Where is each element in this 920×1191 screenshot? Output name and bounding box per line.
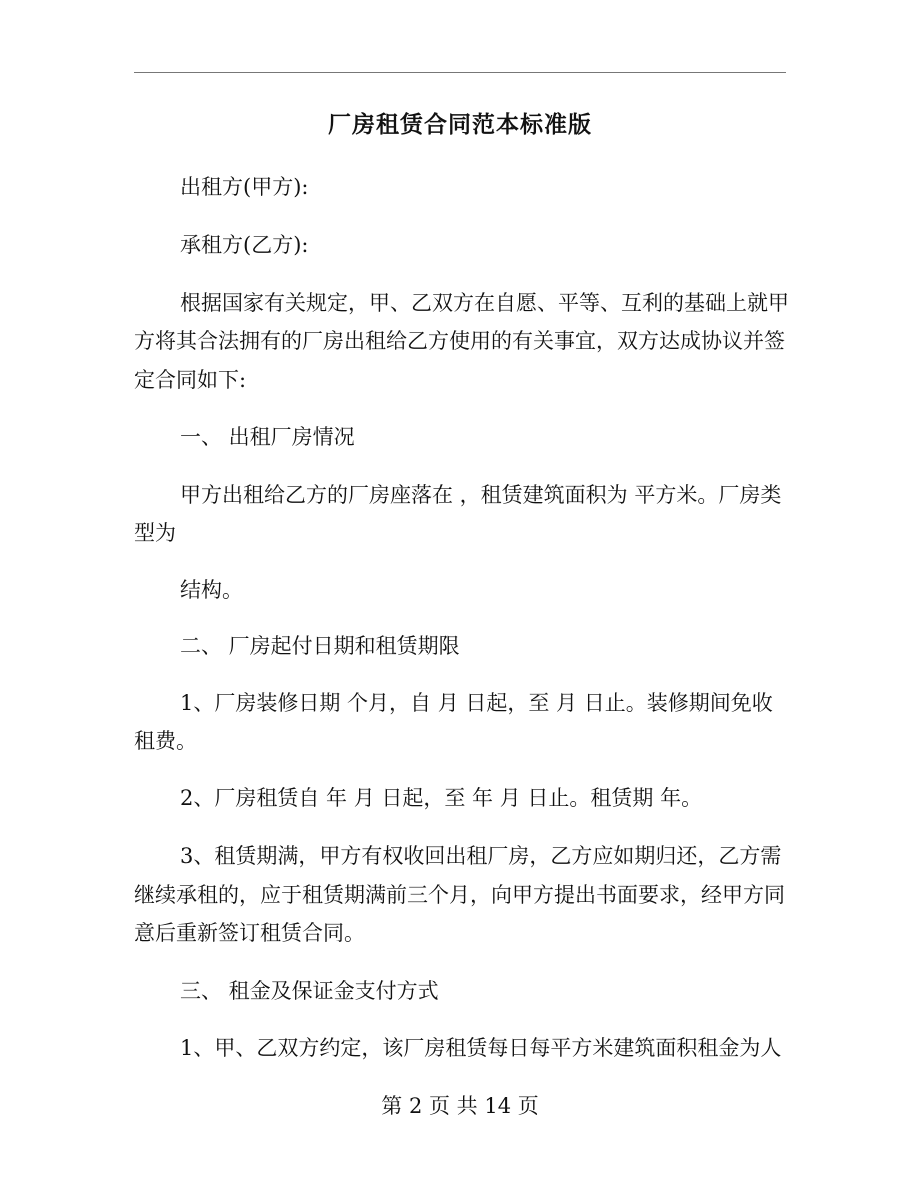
section-2-clause-3-line-1: 3、租赁期满，甲方有权收回出租厂房，乙方应如期归还，乙方需 xyxy=(180,844,782,868)
section-3-clause-1-line-1: 1、甲、乙双方约定，该厂房租赁每日每平方米建筑面积租金为人 xyxy=(180,1036,782,1060)
preamble-line-3: 定合同如下: xyxy=(134,368,247,392)
section-2-heading: 二、 厂房起付日期和租赁期限 xyxy=(180,634,460,658)
section-1-line-3: 结构。 xyxy=(180,578,243,602)
section-1-heading: 一、 出租厂房情况 xyxy=(180,425,355,449)
section-2-clause-1-line-2: 租费。 xyxy=(134,729,197,753)
section-3-heading: 三、 租金及保证金支付方式 xyxy=(180,979,439,1003)
preamble-line-1: 根据国家有关规定，甲、乙双方在自愿、平等、互利的基础上就甲 xyxy=(180,291,789,315)
section-1-line-2: 型为 xyxy=(134,521,176,545)
lessor-label: 出租方(甲方): xyxy=(180,175,309,199)
section-2-clause-3-line-3: 意后重新签订租赁合同。 xyxy=(134,921,365,945)
lessee-label: 承租方(乙方): xyxy=(180,233,309,257)
section-2-clause-1-line-1: 1、厂房装修日期 个月，自 月 日起，至 月 日止。装修期间免收 xyxy=(180,691,773,715)
section-1-line-1: 甲方出租给乙方的厂房座落在 ，租赁建筑面积为 平方米。厂房类 xyxy=(180,483,782,507)
document-title: 厂房租赁合同范本标准版 xyxy=(328,111,592,138)
page-number-footer: 第 2 页 共 14 页 xyxy=(381,1094,539,1118)
header-rule xyxy=(134,72,786,73)
section-2-clause-3-line-2: 继续承租的，应于租赁期满前三个月，向甲方提出书面要求，经甲方同 xyxy=(134,883,785,907)
section-2-clause-2: 2、厂房租赁自 年 月 日起，至 年 月 日止。租赁期 年。 xyxy=(180,786,703,810)
preamble-line-2: 方将其合法拥有的厂房出租给乙方使用的有关事宜，双方达成协议并签 xyxy=(134,329,785,353)
